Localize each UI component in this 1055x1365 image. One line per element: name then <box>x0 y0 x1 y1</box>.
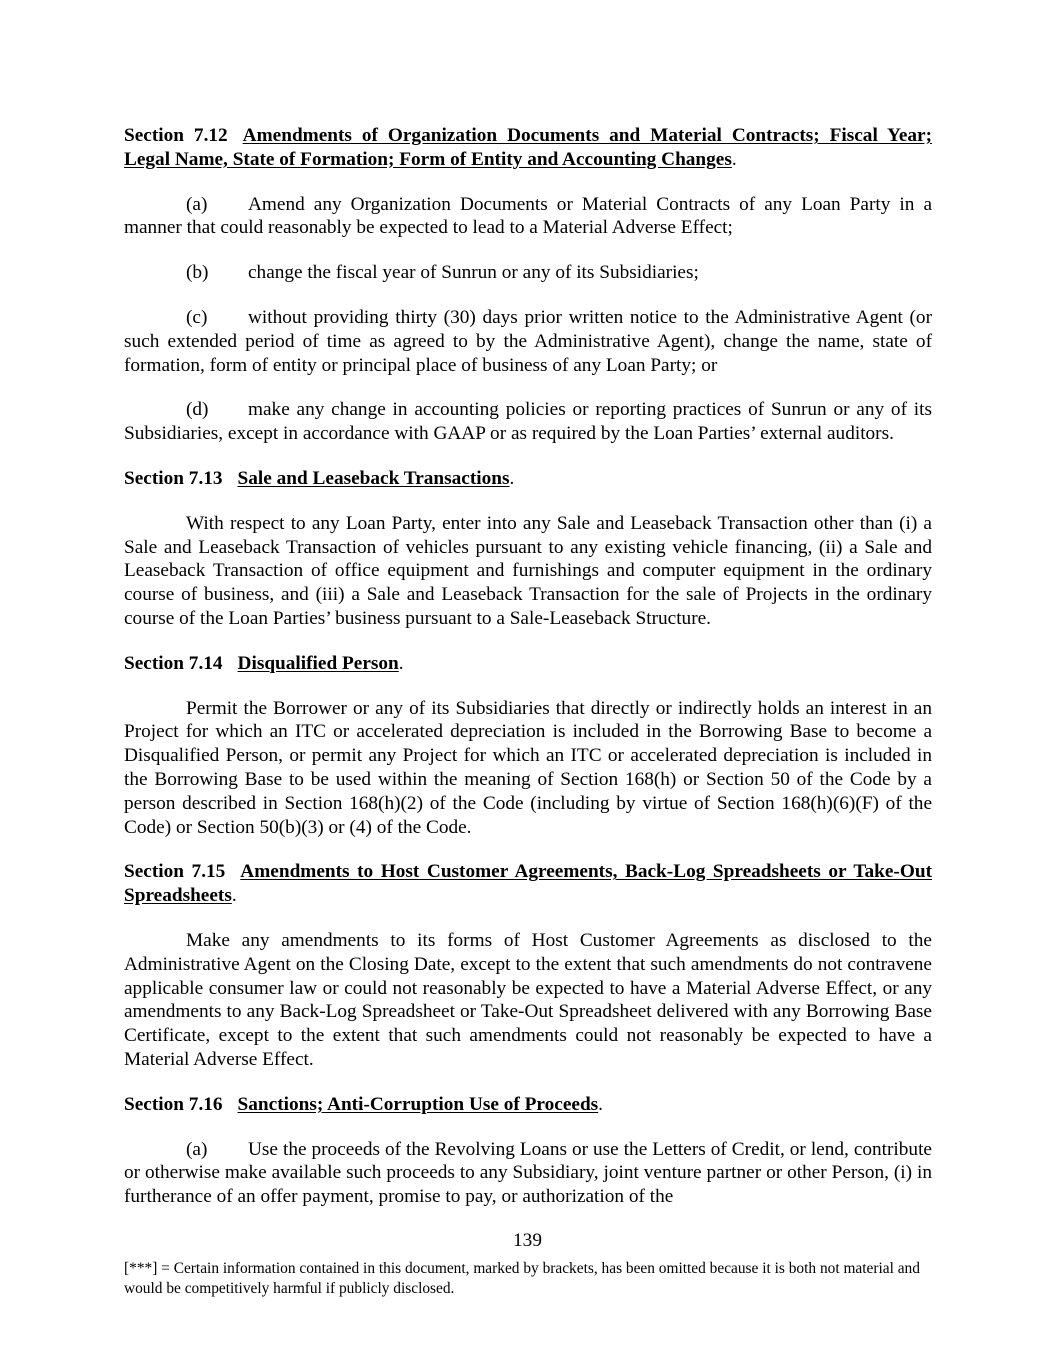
paragraph-text: make any change in accounting policies or reporting practices of Sunrun or any of its Subsidiaries, except in accordance with GAAP or as required by the Loan Parties’ external auditors. <box>124 399 932 445</box>
paragraph-label: (c) <box>186 306 208 328</box>
section-title: Amendments to Host Customer Agreements, Back-Log Spreadsheets or Take-Out Spreadsheets <box>124 861 932 907</box>
section-heading: Section 7.15 Amendments to Host Customer Agreements, Back-Log Spreadsheets or Take-Out Spreadsheets. <box>124 861 932 907</box>
paragraph-label: (b) <box>186 262 209 284</box>
paragraph <box>124 398 932 446</box>
section-title: Sale and Leaseback Transactions <box>237 467 510 489</box>
paragraph-text: change the fiscal year of Sunrun or any of its Subsidiaries; <box>248 262 699 284</box>
section-number: Section 7.16 <box>124 1093 223 1115</box>
paragraph <box>124 261 932 285</box>
section-title: Sanctions; Anti-Corruption Use of Proceeds <box>237 1093 599 1115</box>
paragraph <box>124 512 932 631</box>
paragraph-text: Use the proceeds of the Revolving Loans or use the Letters of Credit, or lend, contribute or otherwise make available such proceeds to any Subsidiary, joint venture partner or other Person, (i) in furtherance of an offer payment, promise to pay, or authorization of the <box>124 1138 932 1208</box>
paragraph-text: With respect to any Loan Party, enter into any Sale and Leaseback Transaction other than (i) a Sale and Leaseback Transaction of vehicles pursuant to any existing vehicle financing, (ii) a Sale and Leaseback Transaction of office equipment and furnishings and computer equipment in the ordinary course of business, and (iii) a Sale and Leaseback Transaction for the sale of Projects in the ordinary course of the Loan Parties’ business pursuant to a Sale-Leaseback Structure. <box>124 512 932 629</box>
paragraph <box>124 929 932 1072</box>
section-title: Disqualified Person <box>237 652 399 674</box>
section-heading: Section 7.12 Amendments of Organization Documents and Material Contracts; Fiscal Year; Legal Name, State of Formation; Form of Entity and Accounting Changes. <box>124 125 932 170</box>
paragraph <box>124 697 932 840</box>
paragraph-label: (a) <box>186 193 208 215</box>
paragraph-text: without providing thirty (30) days prior written notice to the Administrative Agent (or such extended period of time as agreed to by the Administrative Agent), change the name, state of formation, form of entity or principal place of business of any Loan Party; or <box>124 306 932 376</box>
section-number: Section 7.15 <box>124 861 226 883</box>
paragraph-text: Permit the Borrower or any of its Subsidiaries that directly or indirectly holds an interest in an Project for which an ITC or accelerated depreciation is included in the Borrowing Base to become a Disqualified Person, or permit any Project for which an ITC or accelerated depreciation is included in the Borrowing Base to be used within the meaning of Section 168(h) or Section 50 of the Code by a person described in Section 168(h)(2) of the Code (including by virtue of Section 168(h)(6)(F) of the Code) or Section 50(b)(3) or (4) of the Code. <box>124 697 932 838</box>
paragraph <box>124 1138 932 1209</box>
page-number: 139 <box>513 1230 542 1251</box>
section-heading: Section 7.13 Sale and Leaseback Transactions. <box>124 467 515 489</box>
paragraph-text: Make any amendments to its forms of Host Customer Agreements as disclosed to the Administrative Agent on the Closing Date, except to the extent that such amendments do not contravene applicable consumer law or could not reasonably be expected to have a Material Adverse Effect, or any amendments to any Back-Log Spreadsheet or Take-Out Spreadsheet delivered with any Borrowing Base Certificate, except to the extent that such amendments could not reasonably be expected to have a Material Adverse Effect. <box>124 929 932 1070</box>
document-page <box>124 124 932 1230</box>
section-number: Section 7.12 <box>124 125 228 146</box>
section-number: Section 7.13 <box>124 467 223 489</box>
section-heading: Section 7.14 Disqualified Person. <box>124 652 404 674</box>
section-number: Section 7.14 <box>124 652 223 674</box>
paragraph <box>124 193 932 241</box>
paragraph-text: Amend any Organization Documents or Material Contracts of any Loan Party in a manner that could reasonably be expected to lead to a Material Adverse Effect; <box>124 193 932 239</box>
paragraph-label: (a) <box>186 1138 208 1160</box>
section-heading: Section 7.16 Sanctions; Anti-Corruption Use of Proceeds. <box>124 1093 603 1115</box>
section-title: Amendments of Organization Documents and Material Contracts; Fiscal Year; Legal Name, State of Formation; Form of Entity and Accounting Changes <box>124 125 932 170</box>
paragraph-label: (d) <box>186 399 209 421</box>
paragraph <box>124 306 932 377</box>
footnote: [***] = Certain information contained in this document, marked by brackets, has been omitted because it is both not material and would be competitively harmful if publicly disclosed. <box>124 1260 920 1297</box>
